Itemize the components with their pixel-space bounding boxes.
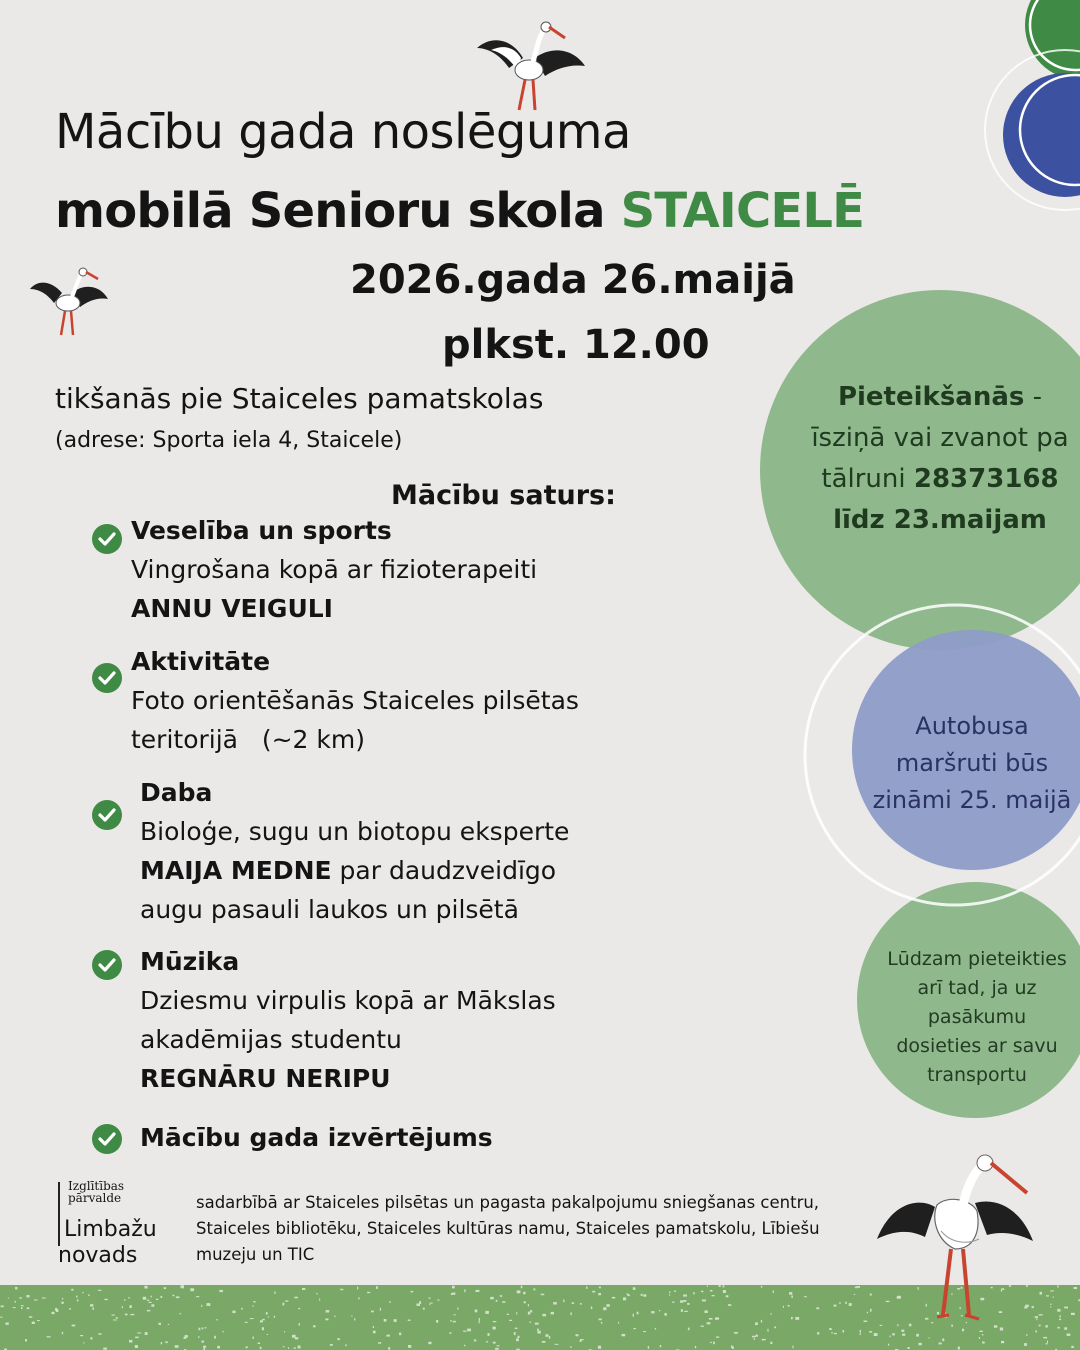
item-title: Mācību gada izvērtējums <box>140 1123 493 1152</box>
check-circle-icon <box>92 524 122 554</box>
item-title: Veselība un sports <box>131 516 392 545</box>
partners-line: Staiceles bibliotēku, Staiceles kultūras namu, Staiceles pamatskolu, Lībiešu <box>196 1219 820 1238</box>
item-text: Dziesmu virpulis kopā ar Mākslas <box>140 986 556 1015</box>
title-prefix: mobilā Senioru skola <box>55 183 621 239</box>
item-person: REGNĀRU NERIPU <box>140 1064 391 1093</box>
list-item <box>140 942 556 1098</box>
registration-text: īsziņā vai zvanot pa <box>811 423 1069 453</box>
partners-line: sadarbībā ar Staiceles pilsētas un pagasta pakalpojumu sniegšanas centru, <box>196 1193 820 1212</box>
bus-text: zināmi 25. maijā <box>872 786 1072 814</box>
event-date: 2026.gada 26.maijā <box>350 257 796 303</box>
transport-info <box>872 945 1080 1090</box>
list-item <box>131 642 579 759</box>
meeting-address: (adrese: Sporta iela 4, Staicele) <box>55 428 403 453</box>
item-text: Vingrošana kopā ar fizioterapeiti <box>131 555 538 584</box>
registration-info <box>760 377 1080 541</box>
registration-text: tālruni <box>821 464 914 494</box>
logo-top2: pārvalde <box>68 1191 122 1205</box>
check-circle-icon <box>92 1124 122 1154</box>
item-person: MAIJA MEDNE <box>140 856 332 885</box>
meeting-place: tikšanās pie Staiceles pamatskolas <box>55 382 544 415</box>
item-title: Aktivitāte <box>131 647 271 676</box>
logo-top: Izglītības <box>68 1179 125 1193</box>
check-circle-icon <box>92 663 122 693</box>
stork-icon <box>28 265 110 339</box>
item-text: Foto orientēšanās Staiceles pilsētas <box>131 686 579 715</box>
item-text: augu pasauli laukos un pilsētā <box>140 895 519 924</box>
item-title: Daba <box>140 778 213 807</box>
transport-text: pasākumu <box>927 1006 1027 1028</box>
list-item <box>140 1118 493 1157</box>
transport-text: transportu <box>927 1064 1027 1086</box>
partners-text <box>196 1190 820 1268</box>
blue-deco-circle <box>1003 73 1080 197</box>
content-heading: Mācību saturs: <box>391 480 616 511</box>
item-text: akadēmijas studentu <box>140 1025 402 1054</box>
bus-text: maršruti būs <box>895 749 1049 777</box>
transport-text: dosieties ar savu <box>896 1035 1058 1057</box>
list-item <box>131 511 537 628</box>
title-accent: STAICELĒ <box>620 183 865 239</box>
item-title: Mūzika <box>140 947 240 976</box>
stork-icon <box>475 18 587 116</box>
check-circle-icon <box>92 800 122 830</box>
list-item <box>140 773 569 929</box>
registration-deadline: līdz 23.maijam <box>833 505 1047 535</box>
transport-text: arī tad, ja uz <box>917 977 1037 999</box>
logo-main: Limbažu <box>64 1217 157 1242</box>
registration-label: Pieteikšanās <box>837 382 1025 412</box>
phone-number: 28373168 <box>913 464 1059 494</box>
logo-main: novads <box>58 1243 138 1268</box>
item-person: ANNU VEIGULI <box>131 594 333 623</box>
bus-text: Autobusa <box>915 712 1029 740</box>
item-text: Bioloģe, sugu un biotopu eksperte <box>140 817 570 846</box>
item-text: teritorijā (~2 km) <box>131 725 365 754</box>
stork-icon <box>875 1145 1035 1330</box>
check-circle-icon <box>92 950 122 980</box>
item-text: par daudzveidīgo <box>331 856 557 885</box>
event-time: plkst. 12.00 <box>442 322 710 368</box>
bus-info <box>862 708 1080 819</box>
title-line-1: Mācību gada noslēguma <box>55 104 631 160</box>
title-line-2 <box>55 183 864 239</box>
transport-text: Lūdzam pieteikties <box>887 948 1067 970</box>
registration-dash: - <box>1024 382 1043 412</box>
partners-line: muzeju un TIC <box>196 1245 315 1264</box>
